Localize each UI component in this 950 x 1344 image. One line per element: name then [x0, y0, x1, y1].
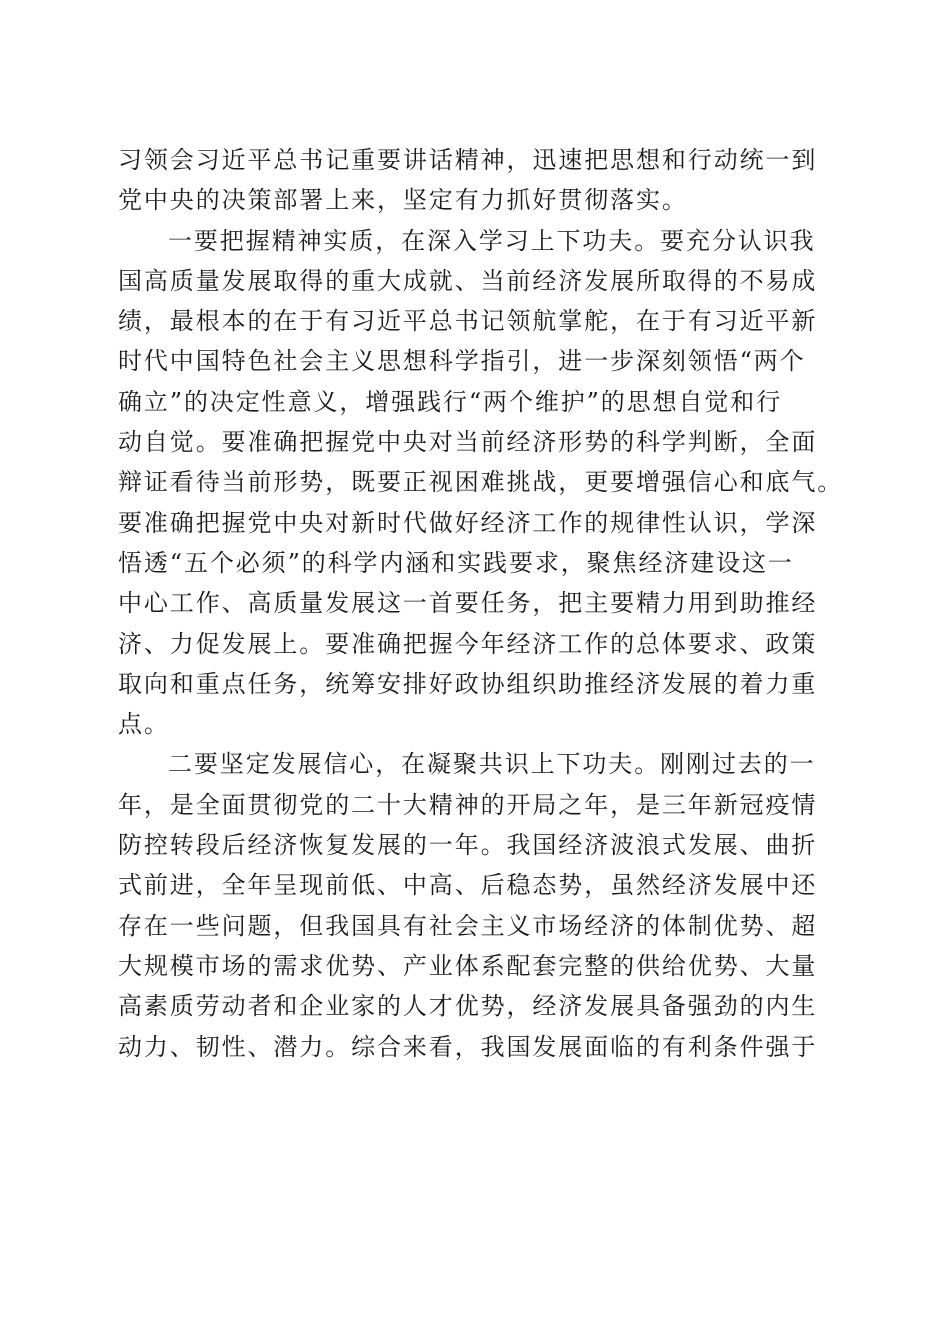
text-line: 取向和重点任务，统筹安排好政协组织助推经济发展的着力重	[118, 669, 818, 698]
text-line: 济、力促发展上。要准确把握今年经济工作的总体要求、政策	[118, 629, 818, 658]
document-body	[118, 140, 844, 1067]
text-line: 习领会习近平总书记重要讲话精神，迅速把思想和行动统一到	[118, 146, 818, 174]
text-line: 存在一些问题，但我国具有社会主义市场经济的体制优势、超	[118, 911, 818, 940]
text-line: 时代中国特色社会主义思想科学指引，进一步深刻领悟“两个	[118, 347, 806, 376]
text-line: 悟透“五个必须”的科学内涵和实践要求，聚焦经济建设这一	[118, 548, 794, 577]
text-line: 高素质劳动者和企业家的人才优势，经济发展具备强劲的内生	[118, 992, 818, 1021]
text-line: 要准确把握党中央对新时代做好经济工作的规律性认识，学深	[118, 508, 818, 537]
text-line: 点。	[118, 710, 170, 739]
text-line: 确立”的决定性意义，增强践行“两个维护”的思想自觉和行	[118, 387, 783, 416]
paragraph-first-line: 一要把握精神实质，在深入学习上下功夫。要充分认识我	[168, 226, 816, 255]
text-line: 中心工作、高质量发展这一首要任务，把主要精力用到助推经	[118, 589, 818, 618]
text-line: 国高质量发展取得的重大成就、当前经济发展所取得的不易成	[118, 266, 818, 295]
text-line: 防控转段后经济恢复发展的一年。我国经济波浪式发展、曲折	[118, 831, 818, 860]
text-line: 动自觉。要准确把握党中央对当前经济形势的科学判断，全面	[118, 428, 818, 457]
text-line: 大规模市场的需求优势、产业体系配套完整的供给优势、大量	[118, 951, 818, 980]
text-line: 年，是全面贯彻党的二十大精神的开局之年，是三年新冠疫情	[118, 790, 818, 819]
paragraph-first-line: 二要坚定发展信心，在凝聚共识上下功夫。刚刚过去的一	[168, 750, 816, 779]
text-line: 辩证看待当前形势，既要正视困难挑战，更要增强信心和底气。	[118, 468, 844, 497]
text-line: 绩，最根本的在于有习近平总书记领航掌舵，在于有习近平新	[118, 307, 818, 336]
text-line: 式前进，全年呈现前低、中高、后稳态势，虽然经济发展中还	[118, 871, 818, 900]
text-line: 党中央的决策部署上来，坚定有力抓好贯彻落实。	[118, 186, 688, 215]
text-line: 动力、韧性、潜力。综合来看，我国发展面临的有利条件强于	[118, 1032, 818, 1061]
